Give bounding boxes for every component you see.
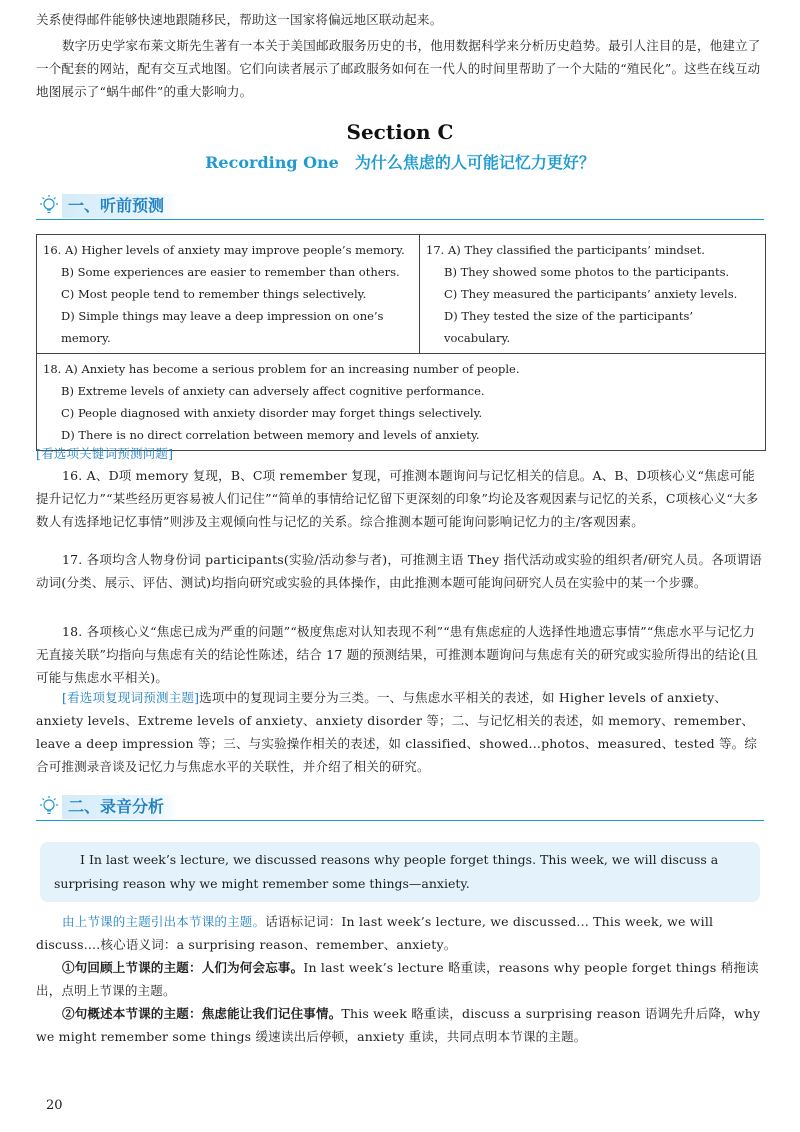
q18-option-b: B) Extreme levels of anxiety can adversely affect cognitive performance. (61, 384, 485, 398)
analysis-theme (36, 686, 764, 778)
q16-number: 16. (43, 243, 62, 257)
note-paragraph-3 (36, 1002, 764, 1048)
q16-option-c: C) Most people tend to remember things selectively. (61, 287, 367, 301)
question-18-cell (37, 354, 766, 451)
q16-option-d: D) Simple things may leave a deep impression on one’s memory. (61, 309, 384, 345)
intro-line: 关系使得邮件能够快速地跟随移民，帮助这一国家将偏远地区联动起来。 (36, 12, 443, 27)
page-number: 20 (46, 1098, 63, 1113)
section-band-analysis (36, 794, 764, 821)
q18-option-c: C) People diagnosed with anxiety disorder may forget things selectively. (61, 406, 483, 420)
q16-option-b: B) Some experiences are easier to remember than others. (61, 265, 400, 279)
q16-a-text: A) Higher levels of anxiety may improve people’s memory. (65, 243, 405, 257)
q18-a-text: A) Anxiety has become a serious problem for an increasing number of people. (65, 362, 520, 376)
transcript-text (54, 848, 748, 896)
lightbulb-icon (36, 794, 62, 820)
q18-option-a (43, 358, 759, 380)
note-1-lead: 由上节课的主题引出本节课的主题。 (62, 914, 266, 929)
q17-a-text: A) They classified the participants’ mindset. (448, 243, 705, 257)
intro-paragraph: 数字历史学家布莱文斯先生著有一本关于美国邮政服务历史的书，他用数据科学来分析历史趋势。最引人注目的是，他建立了一个配套的网站，配有交互式地图。它们向读者展示了邮政服务如何在一代人的时间里帮助了一个大陆的“殖民化”。这些在线互动地图展示了“蜗牛邮件”的重大影响力。 (36, 38, 761, 99)
analysis-theme-text: 选项中的复现词主要分为三类。一、与焦虑水平相关的表述，如 Higher levels of anxiety、anxiety levels、Extreme levels of anxiety、anxiety disorder 等；二、与记忆相关的表述，如 memory、remember、leave a deep impression 等；三、与实验操作相关的表述，如 classified、showed...photos、measured、tested 等。综合可推测录音谈及记忆力与焦虑水平的关联性，并介绍了相关的研究。 (36, 690, 758, 774)
note-2-lead: ①句回顾上节课的主题：人们为何会忘事。 (62, 960, 304, 975)
transcript-numeral: Ⅰ (80, 852, 85, 867)
q17-option-b: B) They showed some photos to the participants. (444, 265, 730, 279)
q17-option-d: D) They tested the size of the participants’ vocabulary. (444, 309, 694, 345)
q17-option-c: C) They measured the participants’ anxiety levels. (444, 287, 738, 301)
analysis-q17: 17. 各项均含人物身份词 participants(实验/活动参与者)，可推测主语 They 指代活动或实验的组织者/研究人员。各项谓语动词(分类、展示、评估、测试)均指向研究或实验的具体操作，由此推测本题可能询问研究人员在实验中的某一个步骤。 (36, 552, 762, 590)
lightbulb-icon (36, 193, 62, 219)
note-3-text: This week 略重读，discuss a surprising reason 语调先升后降，why we might remember some things 缓速读出后停顿，anxiety 重读，共同点明本节课的主题。 (36, 1006, 761, 1044)
q18-number: 18. (43, 362, 62, 376)
section-subtitle: Recording One 为什么焦虑的人可能记忆力更好？ (205, 153, 595, 172)
q16-option-a (43, 239, 413, 261)
note-1-text: 话语标记词：In last week’s lecture, we discussed... This week, we will discuss....核心语义词：a surprising reason、remember、anxiety。 (36, 914, 714, 952)
note-paragraph-2 (36, 956, 764, 1002)
section-band-prelisten (36, 193, 764, 220)
question-17-cell (420, 235, 766, 354)
transcript-callout (40, 842, 760, 902)
analysis-q16: 16. A、D项 memory 复现，B、C项 remember 复现，可推测本题询问与记忆相关的信息。A、B、D项核心义“焦虑可能提升记忆力”“某些经历更容易被人们记住”“简单的事情给记忆留下更深刻的印象”均论及客观因素与记忆的关系，C项核心义“大多数人有选择地记忆事情”则涉及主观倾向性与记忆的关系。综合推测本题可能询问影响记忆力的主/客观因素。 (36, 468, 759, 529)
section-title: Section C (346, 120, 454, 144)
options-table (36, 234, 766, 451)
note-3-lead: ②句概述本节课的主题：焦虑能让我们记住事情。 (62, 1006, 342, 1021)
analysis-q18: 18. 各项核心义“焦虑已成为严重的问题”“极度焦虑对认知表现不利”“患有焦虑症的人选择性地遗忘事情”“焦虑水平与记忆力无直接关联”均指向与焦虑有关的结论性陈述，结合 17 题的预测结果，可推测本题询问与焦虑有关的研究或实验所得出的结论(且可能与焦虑水平相关)。 (36, 624, 759, 685)
note-2-text: In last week’s lecture 略重读，reasons why people forget things 稍拖读出，点明上节课的主题。 (36, 960, 759, 998)
q18-option-d: D) There is no direct correlation between memory and levels of anxiety. (61, 428, 480, 442)
q17-number: 17. (426, 243, 445, 257)
note-paragraph-1 (36, 910, 764, 956)
question-16-cell (37, 235, 420, 354)
analysis-tag-keywords: [看选项关键词预测问题] (36, 446, 174, 461)
transcript-body: In last week’s lecture, we discussed reasons why people forget things. This week, we will discuss a surprising reason why we might remember some things—anxiety. (54, 852, 719, 891)
analysis-tag-theme: [看选项复现词预测主题] (62, 690, 200, 705)
section-band-label: 二、录音分析 (62, 795, 178, 819)
q17-option-a (426, 239, 759, 261)
section-band-label: 一、听前预测 (62, 194, 178, 218)
